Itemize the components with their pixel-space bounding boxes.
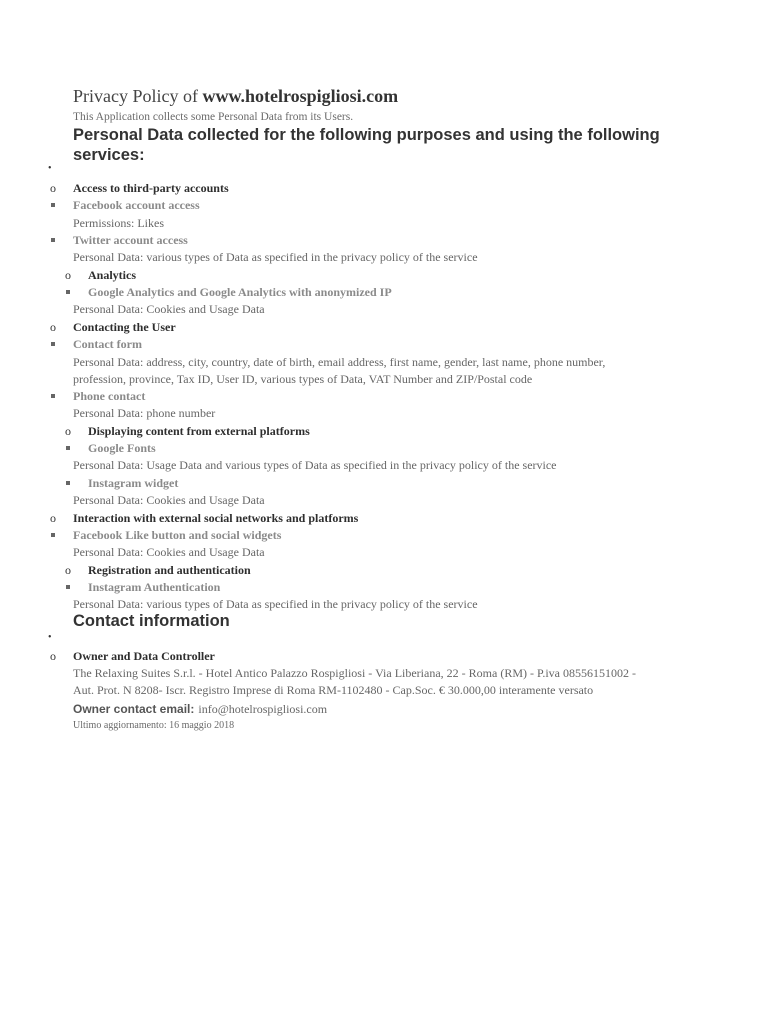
- intro-text: This Application collects some Personal Data from its Users.: [73, 111, 354, 123]
- bullet-square: [66, 446, 70, 450]
- detail-contact-form-line-2: profession, province, Tax ID, User ID, various types of Data, VAT Number and ZIP/Postal code: [73, 372, 533, 386]
- detail-google-analytics: Personal Data: Cookies and Usage Data: [73, 302, 265, 316]
- bullet-circle: o: [50, 649, 56, 663]
- bullet-circle: o: [50, 181, 56, 195]
- email-value[interactable]: info@hotelrospigliosi.com: [198, 702, 328, 716]
- bullet-circle: o: [65, 268, 71, 282]
- detail-contact-form-line-1: Personal Data: address, city, country, date of birth, email address, first name, gender, last name, phone number,: [73, 355, 606, 369]
- bullet-square: [51, 203, 55, 207]
- owner-contact-email: [73, 700, 327, 718]
- service-google-analytics: Google Analytics and Google Analytics with anonymized IP: [88, 285, 392, 299]
- service-facebook-like-button: Facebook Like button and social widgets: [73, 528, 282, 542]
- section-heading-contact: Contact information: [73, 612, 230, 630]
- service-contact-form: Contact form: [73, 337, 142, 351]
- bullet-circle: o: [50, 320, 56, 334]
- detail-instagram-authentication: Personal Data: various types of Data as specified in the privacy policy of the service: [73, 597, 478, 611]
- page-title: [73, 86, 398, 107]
- bullet-disc: •: [48, 163, 52, 174]
- service-google-fonts: Google Fonts: [88, 441, 156, 455]
- title-site: www.hotelrospigliosi.com: [202, 86, 399, 106]
- bullet-square: [66, 481, 70, 485]
- bullet-circle: o: [65, 563, 71, 577]
- bullet-square: [51, 238, 55, 242]
- owner-details-line-1: The Relaxing Suites S.r.l. - Hotel Antico Palazzo Rospigliosi - Via Liberiana, 22 - Roma (RM) - P.iva 08556151002 -: [73, 666, 636, 680]
- category-displaying-content: Displaying content from external platforms: [88, 424, 310, 438]
- service-instagram-widget: Instagram widget: [88, 476, 179, 490]
- detail-google-fonts: Personal Data: Usage Data and various types of Data as specified in the privacy policy of the service: [73, 458, 557, 472]
- bullet-square: [51, 342, 55, 346]
- service-facebook-account-access: Facebook account access: [73, 198, 200, 212]
- service-phone-contact: Phone contact: [73, 389, 146, 403]
- category-social-interaction: Interaction with external social networks and platforms: [73, 511, 359, 525]
- category-third-party-accounts: Access to third-party accounts: [73, 181, 229, 195]
- category-contacting-user: Contacting the User: [73, 320, 176, 334]
- detail-facebook-account-access: Permissions: Likes: [73, 216, 165, 230]
- category-analytics: Analytics: [88, 268, 136, 282]
- category-registration: Registration and authentication: [88, 563, 251, 577]
- bullet-square: [66, 585, 70, 589]
- service-instagram-authentication: Instagram Authentication: [88, 580, 221, 594]
- bullet-square: [51, 394, 55, 398]
- section-heading-purposes: Personal Data collected for the following purposes and using the following services:: [73, 126, 660, 164]
- owner-heading: Owner and Data Controller: [73, 649, 215, 663]
- last-update: Ultimo aggiornamento: 16 maggio 2018: [73, 720, 235, 731]
- detail-twitter-account-access: Personal Data: various types of Data as specified in the privacy policy of the service: [73, 250, 478, 264]
- title-prefix: Privacy Policy of: [73, 86, 198, 106]
- service-twitter-account-access: Twitter account access: [73, 233, 188, 247]
- bullet-square: [51, 533, 55, 537]
- bullet-disc: •: [48, 632, 52, 643]
- detail-phone-contact: Personal Data: phone number: [73, 406, 216, 420]
- email-label: Owner contact email:: [73, 702, 195, 716]
- detail-instagram-widget: Personal Data: Cookies and Usage Data: [73, 493, 265, 507]
- bullet-circle: o: [50, 511, 56, 525]
- bullet-circle: o: [65, 424, 71, 438]
- detail-facebook-like-button: Personal Data: Cookies and Usage Data: [73, 545, 265, 559]
- bullet-square: [66, 290, 70, 294]
- owner-details-line-2: Aut. Prot. N 8208- Iscr. Registro Imprese di Roma RM-1102480 - Cap.Soc. € 30.000,00 interamente versato: [73, 683, 594, 697]
